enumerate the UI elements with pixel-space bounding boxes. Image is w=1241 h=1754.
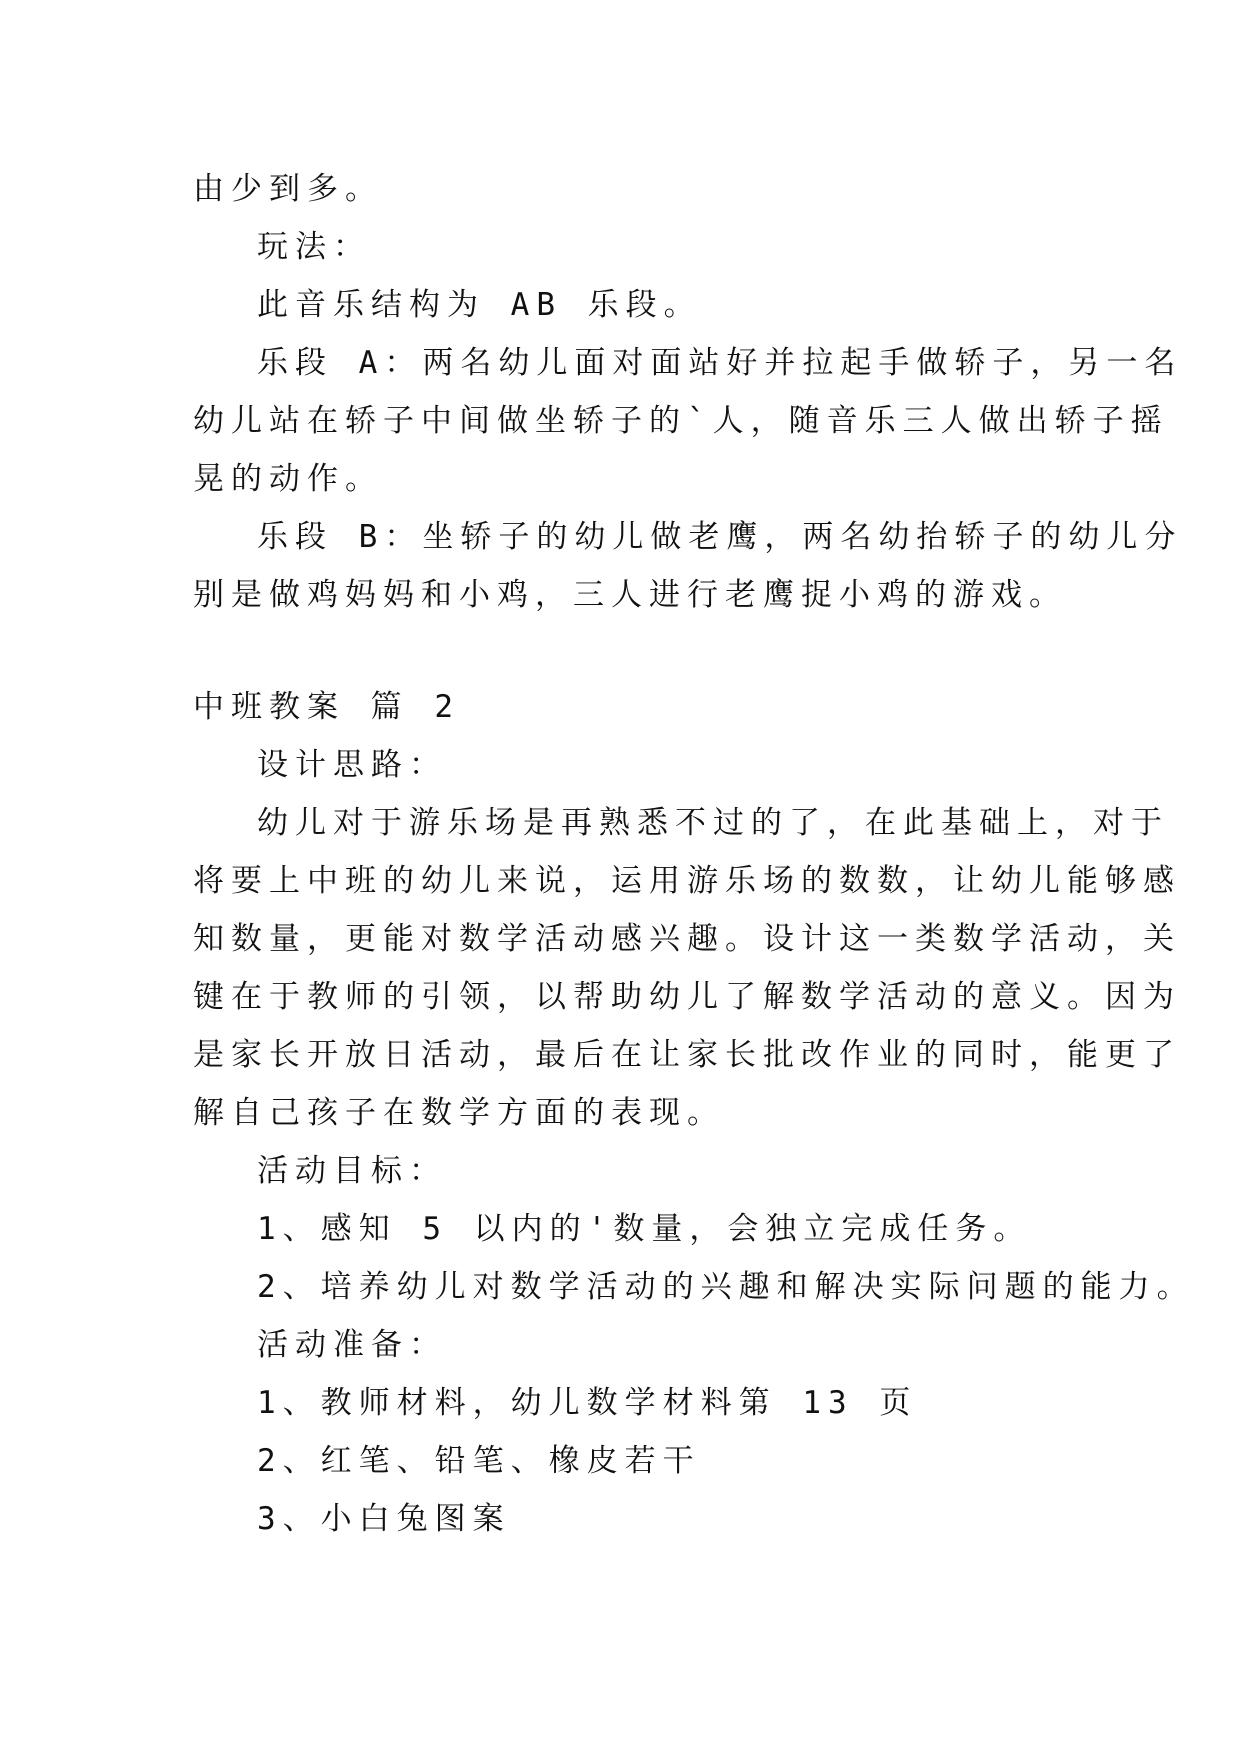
list-item: 1、感知 5 以内的'数量，会独立完成任务。 xyxy=(257,1211,1032,1247)
list-item: 1、教师材料，幼儿数学材料第 13 页 xyxy=(257,1385,918,1421)
paragraph-line: 幼儿对于游乐场是再熟悉不过的了，在此基础上，对于 xyxy=(257,805,1169,841)
list-item: 2、红笔、铅笔、橡皮若干 xyxy=(257,1443,701,1479)
paragraph-line: 乐段 B：坐轿子的幼儿做老鹰，两名幼抬轿子的幼儿分 xyxy=(257,519,1183,555)
section-title: 中班教案 篇 2 xyxy=(193,689,460,725)
paragraph-line: 由少到多。 xyxy=(193,171,383,207)
design-idea-heading: 设计思路： xyxy=(257,747,447,783)
paragraph-line: 将要上中班的幼儿来说，运用游乐场的数数，让幼儿能够感 xyxy=(193,863,1181,899)
paragraph-line: 键在于教师的引领，以帮助幼儿了解数学活动的意义。因为 xyxy=(193,979,1181,1015)
list-item: 2、培养幼儿对数学活动的兴趣和解决实际问题的能力。 xyxy=(257,1269,1195,1305)
paragraph-line: 解自己孩子在数学方面的表现。 xyxy=(193,1095,725,1131)
activity-prep-heading: 活动准备： xyxy=(257,1327,447,1363)
paragraph-line: 乐段 A：两名幼儿面对面站好并拉起手做轿子，另一名 xyxy=(257,345,1183,381)
paragraph-line: 此音乐结构为 AB 乐段。 xyxy=(257,287,702,323)
paragraph-line: 是家长开放日活动，最后在让家长批改作业的同时，能更了 xyxy=(193,1037,1181,1073)
list-item: 3、小白兔图案 xyxy=(257,1501,511,1537)
play-method-heading: 玩法： xyxy=(257,229,371,265)
document-body xyxy=(193,160,1195,1548)
paragraph-line: 幼儿站在轿子中间做坐轿子的`人，随音乐三人做出轿子摇 xyxy=(193,403,1169,439)
paragraph-line: 晃的动作。 xyxy=(193,461,383,497)
paragraph-line: 别是做鸡妈妈和小鸡，三人进行老鹰捉小鸡的游戏。 xyxy=(193,577,1067,613)
activity-goals-heading: 活动目标： xyxy=(257,1153,447,1189)
paragraph-line: 知数量，更能对数学活动感兴趣。设计这一类数学活动，关 xyxy=(193,921,1181,957)
